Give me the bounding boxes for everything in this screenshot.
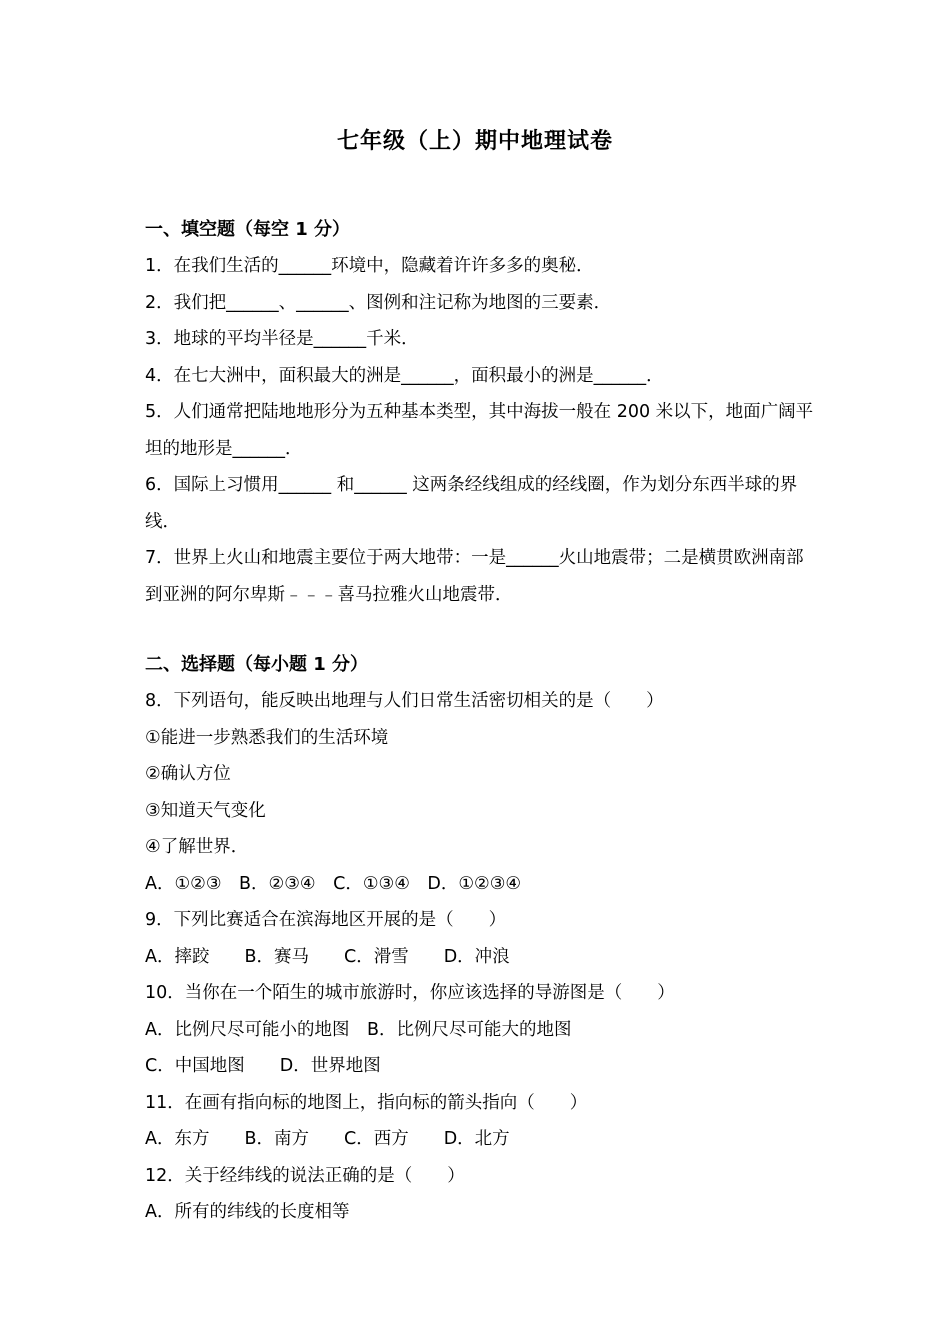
question-8-item-3: ③知道天气变化 xyxy=(145,800,266,821)
section-gap xyxy=(145,613,815,647)
exam-content xyxy=(145,212,815,1231)
question-3: 3．地球的平均半径是______千米． xyxy=(145,329,419,349)
question-9-options: A．摔跤 B．赛马 C．滑雪 D．冲浪 xyxy=(145,946,510,967)
question-7: 7．世界上火山和地震主要位于两大地带：一是______火山地震带；二是横贯欧洲南部到亚洲的阿尔卑斯﹣﹣﹣喜马拉雅火山地震带． xyxy=(145,548,804,605)
question-8-options: A．①②③ B．②③④ C．①③④ D．①②③④ xyxy=(145,873,522,894)
question-12-stem: 12．关于经纬线的说法正确的是（ ） xyxy=(145,1165,465,1186)
section-fill-blank-heading: 一、填空题（每空 1 分） xyxy=(145,219,351,240)
question-11-options: A．东方 B．南方 C．西方 D．北方 xyxy=(145,1129,510,1149)
section-choice-heading: 二、选择题（每小题 1 分） xyxy=(145,654,369,675)
question-2: 2．我们把______、______、图例和注记称为地图的三要素． xyxy=(145,292,612,313)
question-12-option-a: A．所有的纬线的长度相等 xyxy=(145,1202,350,1222)
question-8-item-4: ④了解世界． xyxy=(145,837,249,857)
question-8-item-1: ①能进一步熟悉我们的生活环境 xyxy=(145,727,389,748)
question-10-options-ab: A．比例尺尽可能小的地图 B．比例尺尽可能大的地图 xyxy=(145,1019,572,1040)
question-11-stem: 11．在画有指向标的地图上，指向标的箭头指向（ ） xyxy=(145,1092,588,1113)
question-8-stem: 8．下列语句，能反映出地理与人们日常生活密切相关的是（ ） xyxy=(145,691,664,711)
question-9-stem: 9．下列比赛适合在滨海地区开展的是（ ） xyxy=(145,910,507,930)
question-8-item-2: ②确认方位 xyxy=(145,764,231,784)
question-10-options-cd: C．中国地图 D．世界地图 xyxy=(145,1056,381,1076)
question-1: 1．在我们生活的______环境中，隐藏着许许多多的奥秘． xyxy=(145,256,594,276)
exam-title: 七年级（上）期中地理试卷 xyxy=(336,129,613,154)
question-10-stem: 10．当你在一个陌生的城市旅游时，你应该选择的导游图是（ ） xyxy=(145,983,675,1003)
question-6: 6．国际上习惯用______ 和______ 这两条经线组成的经线圈，作为划分东西半球的界线． xyxy=(145,475,798,532)
question-5: 5．人们通常把陆地地形分为五种基本类型，其中海拔一般在 200 米以下，地面广阔平坦的地形是______． xyxy=(145,402,814,459)
question-4: 4．在七大洲中，面积最大的洲是______，面积最小的洲是______． xyxy=(145,365,664,386)
